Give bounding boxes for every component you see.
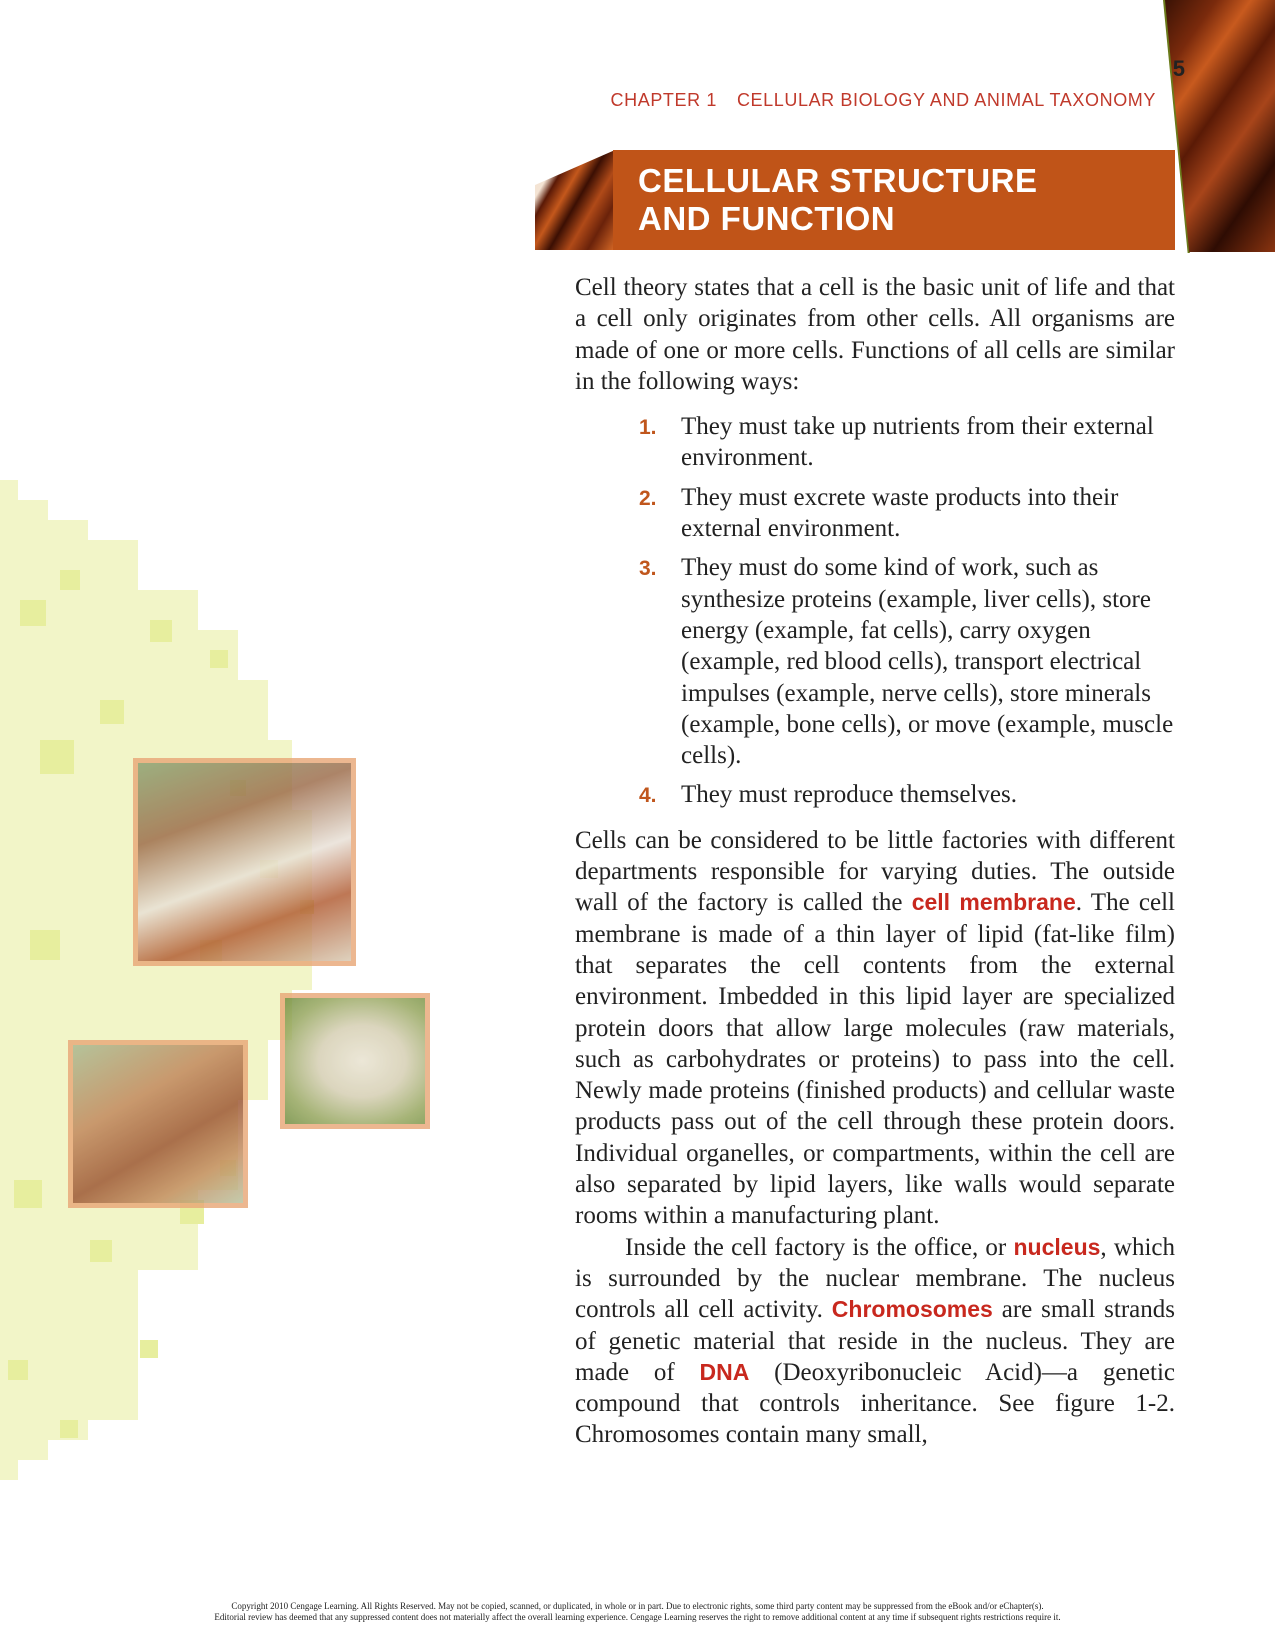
list-text: They must excrete waste products into their external environment. (681, 483, 1119, 543)
list-number: 4. (639, 784, 657, 808)
section-title-line1: CELLULAR STRUCTURE (638, 162, 1038, 199)
list-item (575, 482, 1175, 545)
list-number: 1. (639, 416, 657, 440)
para1-text-before: Cells can be considered to be little factories with different departments responsible for varying duties. The outside wall of the factory is called the (575, 826, 1175, 917)
section-title (638, 162, 1158, 238)
section-banner (535, 150, 1175, 250)
list-text: They must reproduce themselves. (681, 781, 1018, 809)
para2-text-1: Inside the cell factory is the office, or (625, 1233, 1014, 1261)
cow-photo (133, 758, 356, 966)
main-text-column (575, 272, 1175, 1451)
nucleus-paragraph (575, 1232, 1175, 1451)
list-item (575, 411, 1175, 474)
list-number: 2. (639, 486, 657, 510)
horse-photo (68, 1040, 248, 1208)
para1-text-after: . The cell membrane is made of a thin layer of lipid (fat-like film) that separates the cell contents from the external environment. Imbedded in this lipid layer are specialized protein doors that allow large molecules (raw materials, such as carbohydrates or proteins) to pass into the cell. Newly made proteins (finished products) and cellular waste products pass out of the cell through these protein doors. Individual organelles, or compartments, within the cell are also separated by lipid layers, like walls would separate rooms within a manufacturing plant. (575, 889, 1175, 1230)
copyright-footer (0, 1601, 1275, 1623)
page-number: 5 (1172, 56, 1185, 81)
corner-wood-decoration (1165, 0, 1275, 252)
pixel-pattern-background (0, 480, 440, 1500)
chapter-title: CELLULAR BIOLOGY AND ANIMAL TAXONOMY (736, 90, 1156, 110)
para2-text-2: , which is surrounded by the nuclear membrane. The nucleus controls all cell activity. (575, 1233, 1175, 1324)
cell-membrane-paragraph (575, 825, 1175, 1232)
para2-text-4: (Deoxyribonucleic Acid)—a genetic compound that controls inheritance. See figure 1-2. Chromosomes contain many small, (575, 1358, 1175, 1449)
list-number: 3. (639, 557, 657, 581)
functions-list (575, 411, 1175, 811)
term-chromosomes: Chromosomes (831, 1296, 993, 1323)
list-item (575, 552, 1175, 771)
footer-line-2: Editorial review has deemed that any suppressed content does not materially affect the overall learning experience. Cengage Learning reserves the right to remove additional content at any time if subsequent rights restrictions require it. (214, 1612, 1061, 1622)
term-dna: DNA (699, 1358, 750, 1385)
chapter-label: CHAPTER 1 (610, 90, 717, 110)
term-nucleus: nucleus (1013, 1233, 1101, 1260)
para2-text-3: are small strands of genetic material that reside in the nucleus. They are made of (575, 1296, 1175, 1386)
section-title-line2: AND FUNCTION (638, 200, 896, 237)
banner-wood-decoration (535, 150, 615, 250)
sheep-photo (280, 993, 430, 1129)
list-text: They must take up nutrients from their external environment. (681, 413, 1154, 472)
intro-paragraph: Cell theory states that a cell is the basic unit of life and that a cell only originates from other cells. All organisms are made of one or more cells. Functions of all cells are similar in the following ways: (575, 274, 1175, 395)
list-item (575, 779, 1175, 810)
term-cell-membrane: cell membrane (911, 889, 1076, 916)
chapter-header (578, 90, 1156, 111)
footer-line-1: Copyright 2010 Cengage Learning. All Rights Reserved. May not be copied, scanned, or duplicated, in whole or in part. Due to electronic rights, some third party content may be suppressed from the eBook and/or eChapter(s). (231, 1601, 1044, 1611)
list-text: They must do some kind of work, such as synthesize proteins (example, liver cells), store energy (example, fat cells), carry oxygen (example, red blood cells), transport electrical impulses (example, nerve cells), store minerals (example, bone cells), or move (example, muscle cells). (681, 554, 1174, 770)
